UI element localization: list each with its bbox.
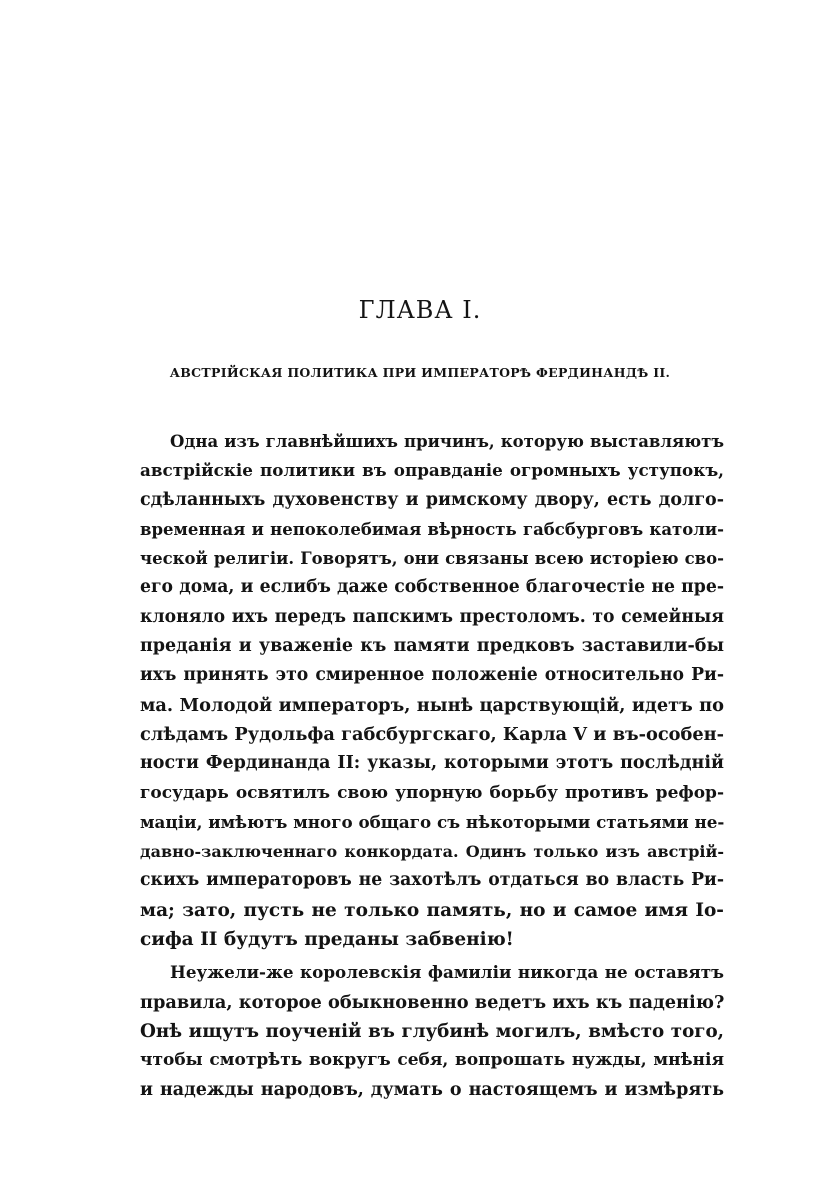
chapter-subtitle: АВСТРІЙСКАЯ ПОЛИТИКА ПРИ ИМПЕРАТОРѢ ФЕРДИНАНДѢ II. — [169, 365, 671, 380]
body-text — [140, 427, 724, 1105]
text-line: Неужели-же королевскія фамиліи никогда не оставятъ — [170, 962, 724, 983]
text-line: австрійскіе политики въ оправданіе огромныхъ уступокъ, — [140, 460, 724, 481]
text-line: временная и непоколебимая вѣрность габсбурговъ католи- — [140, 519, 724, 539]
text-line: сифа II будутъ преданы забвенію! — [140, 929, 514, 951]
text-line: сдѣланныхъ духовенству и римскому двору, есть долго- — [140, 489, 724, 510]
text-line: преданія и уваженіе къ памяти предковъ заставили-бы — [140, 636, 724, 657]
text-line: слѣдамъ Рудольфа габсбургскаго, Карла V и въ-особен- — [140, 723, 724, 745]
text-line: Онѣ ищутъ поученій въ глубинѣ могилъ, вмѣсто того, — [140, 1020, 724, 1042]
text-line: скихъ императоровъ не захотѣлъ отдаться во власть Ри- — [140, 870, 724, 891]
text-line: ихъ принять это смиренное положеніе относительно Ри- — [140, 665, 724, 686]
text-line: ма. Молодой императоръ, нынѣ царствующій, идетъ по — [140, 694, 724, 716]
text-line: правила, которое обыкновенно ведетъ ихъ къ паденію? — [140, 991, 724, 1013]
text-line: чтобы смотрѣть вокругъ себя, вопрошать нужды, мнѣнія — [140, 1050, 724, 1071]
text-line: давно-заключеннаго конкордата. Одинъ только изъ австрій- — [140, 842, 724, 862]
text-line: маціи, имѣютъ много общаго съ нѣкоторыми статьями не- — [140, 811, 724, 832]
chapter-title: ГЛАВА I. — [358, 296, 482, 324]
text-line: ма; зато, пусть не только память, но и самое имя Іо- — [140, 899, 724, 921]
text-line: и надежды народовъ, думать о настоящемъ и измѣрять — [140, 1079, 724, 1100]
text-line: ности Фердинанда II: указы, которыми этотъ послѣдній — [140, 753, 724, 774]
text-line: ческой религіи. Говорятъ, они связаны всею исторіею сво- — [140, 549, 724, 569]
text-line: государь освятилъ свою упорную борьбу противъ рефор- — [140, 782, 724, 803]
text-line: Одна изъ главнѣйшихъ причинъ, которую выставляютъ — [170, 432, 724, 451]
text-line: его дома, и еслибъ даже собственное благочестіе не пре- — [140, 577, 724, 598]
text-line: клоняло ихъ передъ папскимъ престоломъ. то семейныя — [140, 606, 724, 627]
